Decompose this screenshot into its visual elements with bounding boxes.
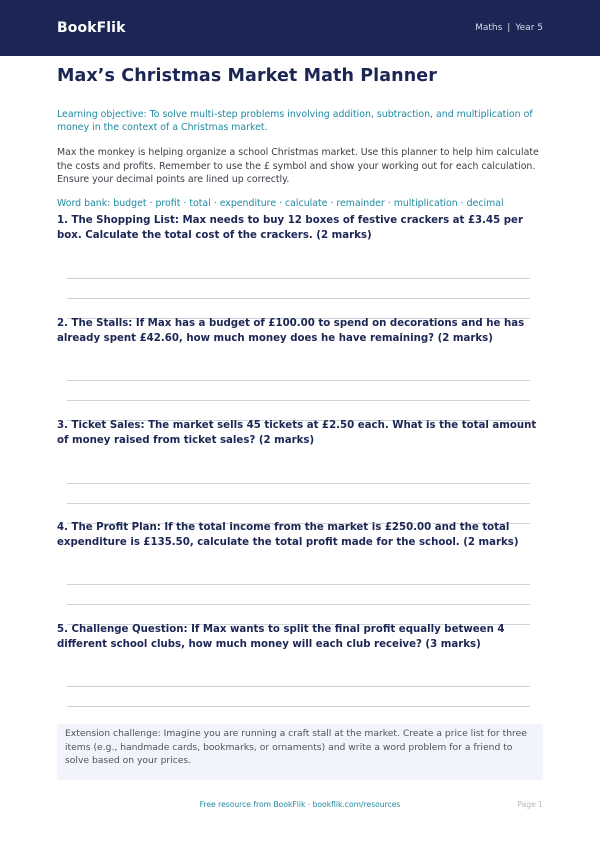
answer-line[interactable]: [67, 604, 530, 605]
worksheet-intro: [57, 66, 543, 210]
footer: [0, 800, 600, 814]
question-text: 2. The Stalls: If Max has a budget of £100.00 to spend on decorations and he has already spent £42.60, how much money does he have remaining? (2 marks): [57, 318, 525, 344]
question-text: 5. Challenge Question: If Max wants to split the final profit equally between 4 different school clubs, how much money will each club receive? (3 marks): [57, 624, 505, 650]
intro-text: Max the monkey is helping organize a school Christmas market. Use this planner to help him calculate the costs and profits. Remember to use the £ symbol and show your working out for each calculation. Ensure your decimal points are lined up correctly.: [57, 147, 539, 185]
answer-line[interactable]: [67, 706, 530, 707]
subject-label: [475, 23, 543, 33]
question-text: 4. The Profit Plan: If the total income from the market is £250.00 and the total expenditure is £135.50, calculate the total profit made for the school. (2 marks): [57, 522, 519, 548]
question-3: [57, 419, 543, 448]
year-label: Year 5: [515, 23, 543, 33]
header-bar: [0, 0, 600, 56]
subject-separator: |: [507, 23, 511, 33]
answer-line[interactable]: [67, 503, 530, 504]
answer-line[interactable]: [67, 278, 530, 279]
answer-line[interactable]: [67, 380, 530, 381]
page-title: Max’s Christmas Market Math Planner: [57, 66, 437, 86]
page-number: Page 1: [517, 800, 543, 809]
answer-line[interactable]: [67, 584, 530, 585]
answer-line[interactable]: [67, 298, 530, 299]
learning-objective: Learning objective: To solve multi-step problems involving addition, subtraction, and multiplication of money in the context of a Christmas market.: [57, 109, 533, 133]
answer-line[interactable]: [67, 483, 530, 484]
extension-challenge: Extension challenge: Imagine you are running a craft stall at the market. Create a price list for three items (e.g., handmade cards, bookmarks, or ornaments) and write a word problem for a friend to solve based on your prices.: [57, 724, 543, 780]
brand-logo[interactable]: BookFlik: [57, 20, 126, 36]
question-4: [57, 521, 543, 550]
answer-line[interactable]: [67, 686, 530, 687]
footer-resource-link[interactable]: Free resource from BookFlik · bookflik.com/resources: [199, 800, 401, 809]
question-2: [57, 317, 543, 346]
answer-line[interactable]: [67, 400, 530, 401]
word-bank: Word bank: budget · profit · total · expenditure · calculate · remainder · multiplication · decimal: [57, 197, 504, 209]
question-text: 1. The Shopping List: Max needs to buy 12 boxes of festive crackers at £3.45 per box. Calculate the total cost of the crackers. (2 marks): [57, 215, 523, 241]
question-5: [57, 623, 543, 652]
question-1: [57, 214, 543, 243]
subject-name: Maths: [475, 23, 503, 33]
question-text: 3. Ticket Sales: The market sells 45 tickets at £2.50 each. What is the total amount of money raised from ticket sales? (2 marks): [57, 420, 537, 446]
